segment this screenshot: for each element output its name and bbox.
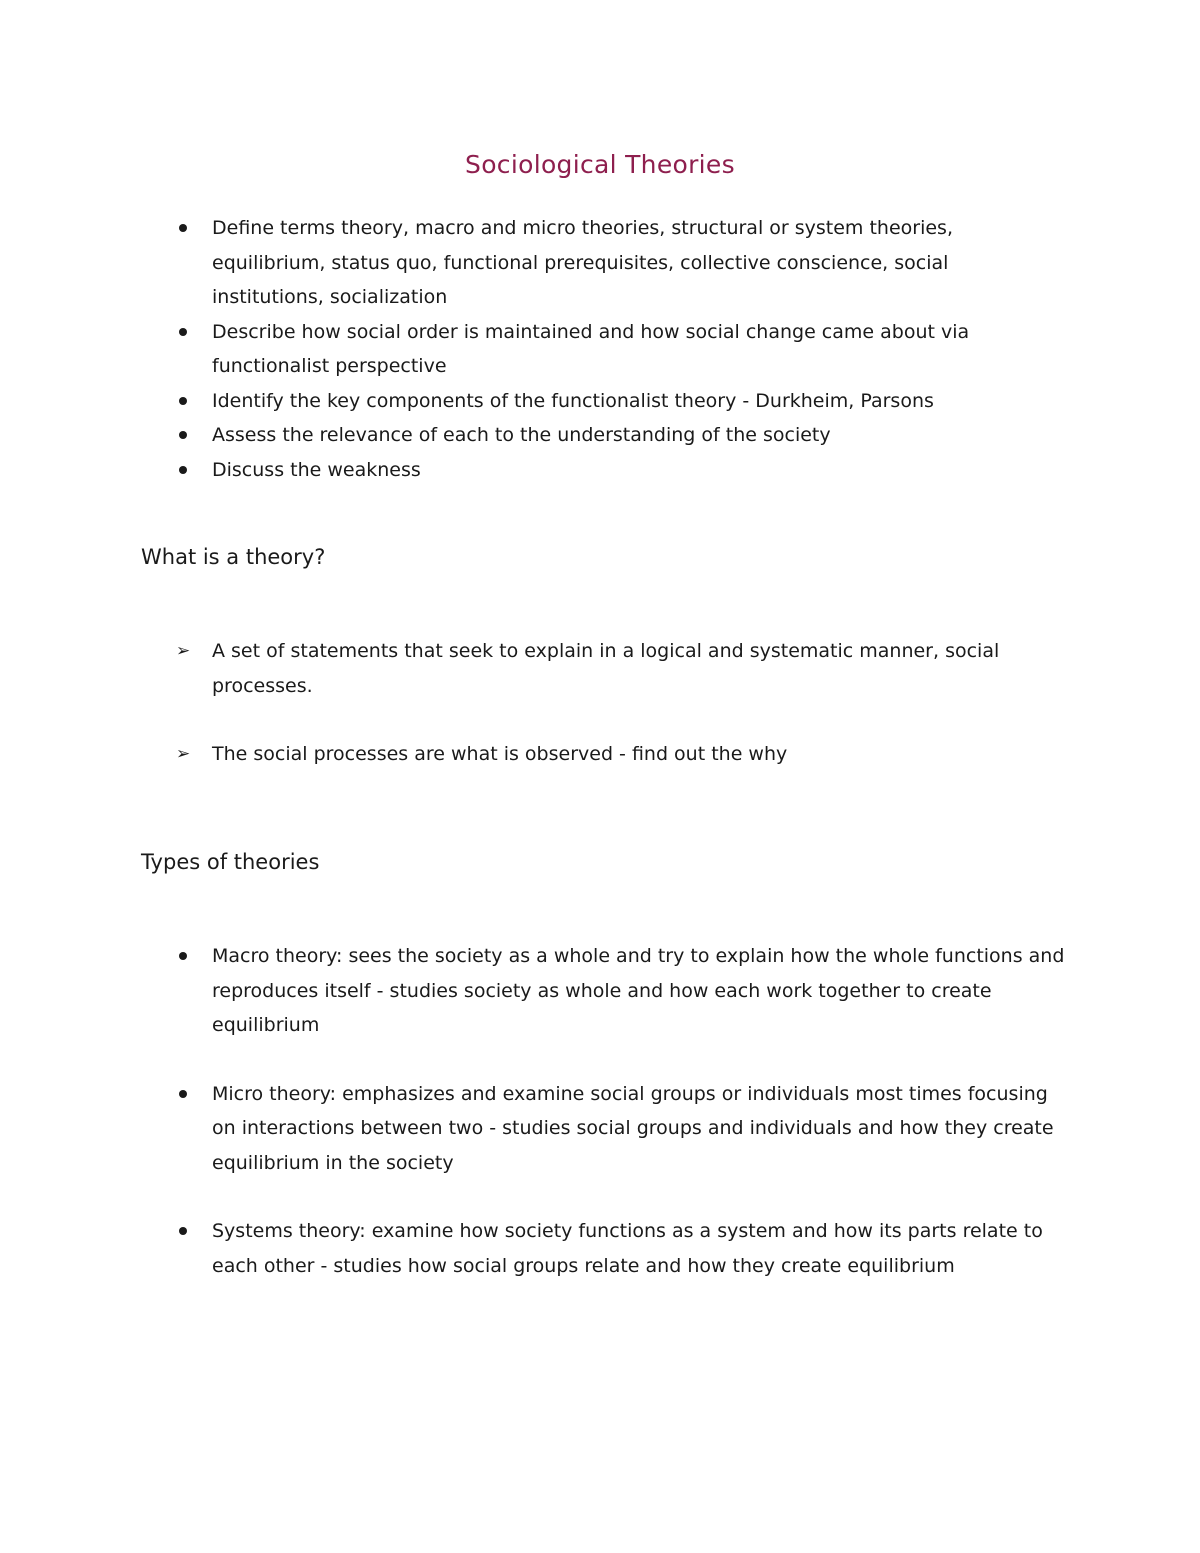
theory-type-item: Systems theory: examine how society functions as a system and how its parts relate to each other - studies how social groups relate and how they create equilibrium [176,1214,1066,1283]
section-heading-what-is-theory: What is a theory? [141,545,326,569]
objective-item: Assess the relevance of each to the understanding of the society [176,418,1066,453]
objective-item: Discuss the weakness [176,453,1066,488]
types-points-list [176,939,1066,1283]
objectives-list [176,211,1066,487]
objective-item: Describe how social order is maintained and how social change came about via functionalist perspective [176,315,1066,384]
objective-item: Define terms theory, macro and micro theories, structural or system theories, equilibrium, status quo, functional prerequisites, collective conscience, social institutions, socialization [176,211,1066,315]
theory-type-item: Micro theory: emphasizes and examine social groups or individuals most times focusing on interactions between two - studies social groups and individuals and how they create equilibrium in the society [176,1077,1066,1181]
arrow-list-item: ➢ A set of statements that seek to explain in a logical and systematic manner, social processes. [176,634,1066,703]
objective-item: Identify the key components of the functionalist theory - Durkheim, Parsons [176,384,1066,419]
theory-type-item: Macro theory: sees the society as a whole and try to explain how the whole functions and reproduces itself - studies society as whole and how each work together to create equilibrium [176,939,1066,1043]
theory-points-list [176,634,1066,772]
page-title: Sociological Theories [465,150,735,179]
arrow-list-item: ➢ The social processes are what is observed - find out the why [176,737,1066,772]
section-heading-types-of-theories: Types of theories [141,850,320,874]
